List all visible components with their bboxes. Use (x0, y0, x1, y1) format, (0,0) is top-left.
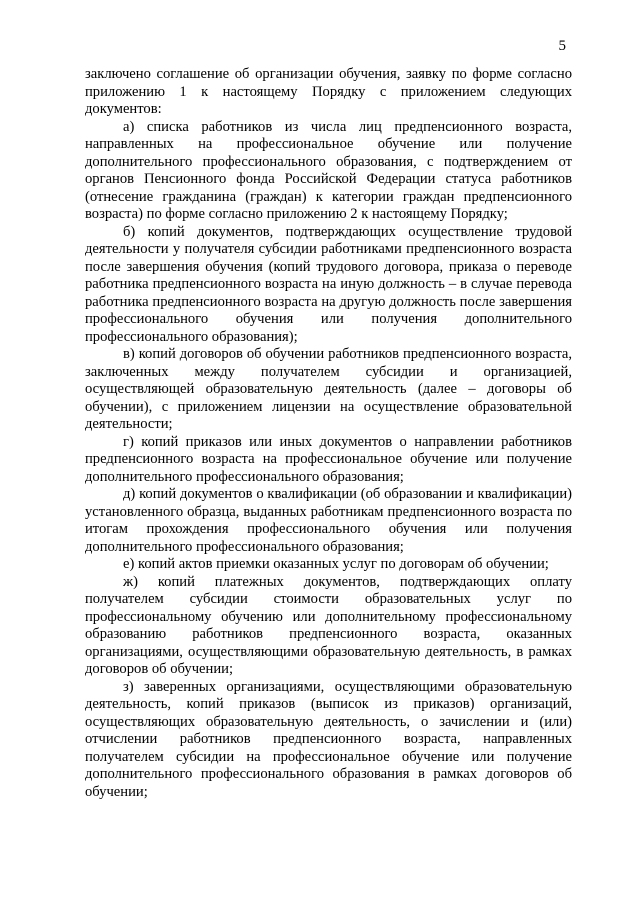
paragraph-item-b: б) копий документов, подтверждающих осуществление трудовой деятельности у получателя субсидии работниками предпенсионного возраста после завершения обучения (копий трудового договора, приказа о переводе работника предпенсионного возраста на иную должность – в случае перевода работника предпенсионного возраста на другую должность после завершения профессионального обучения или получения дополнительного профессионального образования); (85, 223, 572, 345)
paragraph-item-zh: ж) копий платежных документов, подтверждающих оплату получателем субсидии стоимости образовательных услуг по профессиональному обучению или дополнительному профессиональному образованию работников предпенсионного возраста, оказанных организациями, осуществляющими образовательную деятельность, в рамках договоров об обучении; (85, 573, 572, 677)
page-number: 5 (558, 38, 566, 54)
paragraph-item-z: з) заверенных организациями, осуществляющими образовательную деятельность, копий приказов (выписок из приказов) организаций, осуществляющих образовательную деятельность, о зачислении и (или) отчислении работников предпенсионного возраста, направленных получателем субсидии на профессиональное обучение или получение дополнительного профессионального образования в рамках договоров об обучении; (85, 678, 572, 800)
paragraph-intro: заключено соглашение об организации обучения, заявку по форме согласно приложению 1 к настоящему Порядку с приложением следующих документов: (85, 66, 572, 117)
paragraph-item-d: д) копий документов о квалификации (об образовании и квалификации) установленного образца, выданных работникам предпенсионного возраста по итогам прохождения профессионального обучения или получения дополнительного профессионального образования; (85, 486, 572, 555)
paragraph-item-e: е) копий актов приемки оказанных услуг по договорам об обучении; (123, 556, 549, 572)
paragraph-item-a: а) списка работников из числа лиц предпенсионного возраста, направленных на профессиональное обучение или получение дополнительного профессионального образования, с подтверждением от органов Пенсионного фонда Российской Федерации статуса работников (отнесение гражданина (граждан) к категории граждан предпенсионного возраста) по форме согласно приложению 2 к настоящему Порядку; (85, 118, 572, 222)
paragraph-item-v: в) копий договоров об обучении работников предпенсионного возраста, заключенных между получателем субсидии и организацией, осуществляющей образовательную деятельность (далее – договоры об обучении), с приложением лицензии на осуществление образовательной деятельности; (85, 346, 572, 432)
document-body (85, 66, 572, 801)
paragraph-item-g: г) копий приказов или иных документов о направлении работников предпенсионного возраста на профессиональное обучение или получение дополнительного профессионального образования; (85, 433, 572, 485)
